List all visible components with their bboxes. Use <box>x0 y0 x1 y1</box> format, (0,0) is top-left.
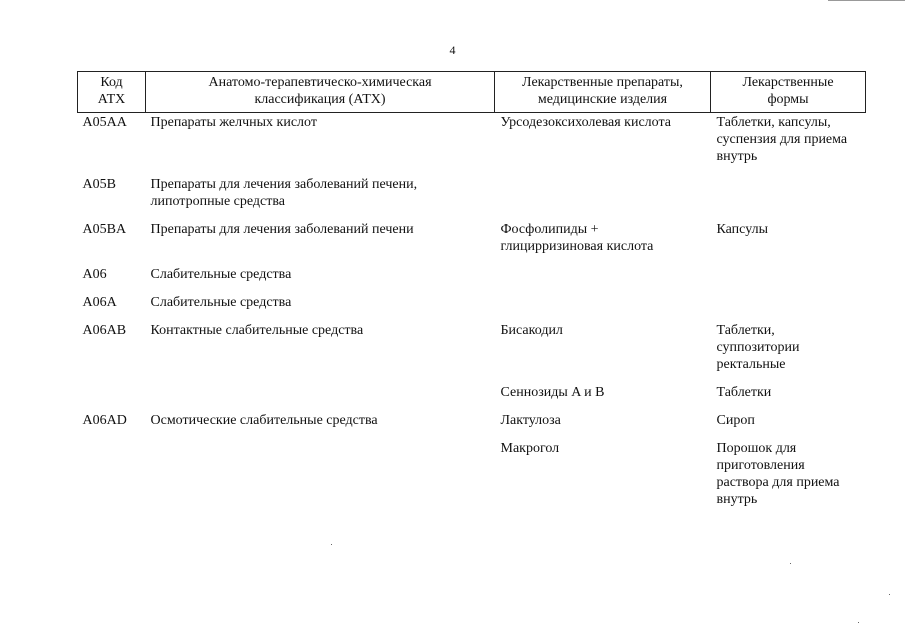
header-forms-line: Лекарственные <box>742 75 834 90</box>
cell-atc-classification-line: Осмотические слабительные средства <box>150 413 378 428</box>
cell-atc-classification <box>146 176 495 221</box>
atc-drug-table <box>77 71 866 519</box>
cell-code: A05B <box>82 177 116 192</box>
cell-atc-classification <box>146 294 495 322</box>
page-number: 4 <box>449 43 456 57</box>
cell-drug <box>495 440 711 519</box>
cell-atc-classification <box>146 266 495 294</box>
cell-code: A06AD <box>82 413 127 428</box>
cell-dosage-form-line: Капсулы <box>716 222 768 237</box>
cell-dosage-form-line: приготовления <box>716 458 805 473</box>
cell-atc-classification <box>146 412 495 440</box>
cell-drug <box>495 412 711 440</box>
cell-dosage-form <box>711 266 866 294</box>
scan-speck <box>858 622 859 623</box>
cell-drug <box>495 221 711 266</box>
table-row <box>78 176 866 221</box>
cell-atc-classification-line: Препараты для лечения заболеваний печени <box>150 222 414 237</box>
cell-atc-classification <box>146 384 495 412</box>
cell-code: A06 <box>82 267 107 282</box>
cell-code: A06A <box>82 295 117 310</box>
cell-dosage-form-line: ректальные <box>716 357 786 372</box>
table-header-row <box>78 72 866 113</box>
table-row <box>78 113 866 177</box>
cell-atc-classification-line: Препараты для лечения заболеваний печени, <box>150 177 418 192</box>
scan-speck <box>331 544 332 545</box>
cell-drug-line: Макрогол <box>500 441 560 456</box>
header-code-line: Код <box>100 75 123 90</box>
cell-dosage-form-line: Таблетки, <box>716 323 775 338</box>
cell-drug <box>495 113 711 177</box>
header-forms-line: формы <box>767 92 809 107</box>
header-drugs-line: медицинские изделия <box>537 92 668 107</box>
cell-drug-line: глицирризиновая кислота <box>500 239 654 254</box>
cell-atc-classification-line: липотропные средства <box>150 194 286 209</box>
cell-dosage-form-line: Таблетки <box>716 385 772 400</box>
header-atc-line: классификация (АТХ) <box>254 92 386 107</box>
cell-dosage-form-line: внутрь <box>716 492 758 507</box>
cell-dosage-form-line: раствора для приема <box>716 475 840 490</box>
cell-code <box>78 384 146 412</box>
cell-dosage-form <box>711 412 866 440</box>
cell-drug <box>495 176 711 221</box>
cell-atc-classification-line: Препараты желчных кислот <box>150 115 317 130</box>
cell-drug-line: Сеннозиды A и B <box>500 385 605 400</box>
header-drugs-line: Лекарственные препараты, <box>522 75 683 90</box>
cell-atc-classification-line: Слабительные средства <box>150 267 292 282</box>
cell-dosage-form-line: суппозитории <box>716 340 800 355</box>
cell-drug <box>495 322 711 384</box>
cell-dosage-form <box>711 294 866 322</box>
cell-atc-classification-line: Контактные слабительные средства <box>150 323 364 338</box>
scan-speck <box>790 563 791 564</box>
cell-dosage-form-line: Таблетки, капсулы, <box>716 115 831 130</box>
cell-drug <box>495 384 711 412</box>
table-row <box>78 294 866 322</box>
table-row <box>78 440 866 519</box>
header-code-line: АТХ <box>97 92 126 107</box>
cell-dosage-form <box>711 322 866 384</box>
cell-dosage-form <box>711 221 866 266</box>
table-body <box>78 113 866 520</box>
cell-drug-line: Фосфолипиды + <box>500 222 599 237</box>
cell-dosage-form-line: Сироп <box>716 413 755 428</box>
cell-dosage-form-line: внутрь <box>716 149 758 164</box>
cell-code: A05BA <box>82 222 127 237</box>
table-row <box>78 266 866 294</box>
cell-drug <box>495 294 711 322</box>
cell-dosage-form-line: суспензия для приема <box>716 132 848 147</box>
cell-drug-line: Бисакодил <box>500 323 563 338</box>
cell-code <box>78 440 146 519</box>
cell-dosage-form <box>711 113 866 177</box>
cell-drug-line: Лактулоза <box>500 413 561 428</box>
cell-atc-classification-line: Слабительные средства <box>150 295 292 310</box>
cell-dosage-form <box>711 440 866 519</box>
cell-drug <box>495 266 711 294</box>
cell-atc-classification <box>146 113 495 177</box>
table-row <box>78 322 866 384</box>
header-atc-classification <box>146 72 495 113</box>
cell-dosage-form <box>711 384 866 412</box>
header-atc-line: Анатомо-терапевтическо-химическая <box>208 75 432 90</box>
cell-dosage-form <box>711 176 866 221</box>
cell-dosage-form-line: Порошок для <box>716 441 797 456</box>
cell-atc-classification <box>146 440 495 519</box>
cell-drug-line: Урсодезоксихолевая кислота <box>500 115 671 130</box>
cell-atc-classification <box>146 221 495 266</box>
table-row <box>78 412 866 440</box>
header-drugs <box>495 72 711 113</box>
cell-code: A05AA <box>82 115 127 130</box>
table-row <box>78 384 866 412</box>
header-dosage-forms <box>711 72 866 113</box>
header-code <box>78 72 146 113</box>
cell-atc-classification <box>146 322 495 384</box>
scan-speck <box>889 594 890 595</box>
table-row <box>78 221 866 266</box>
scan-edge-mark <box>828 0 905 1</box>
cell-code: A06AB <box>82 323 127 338</box>
